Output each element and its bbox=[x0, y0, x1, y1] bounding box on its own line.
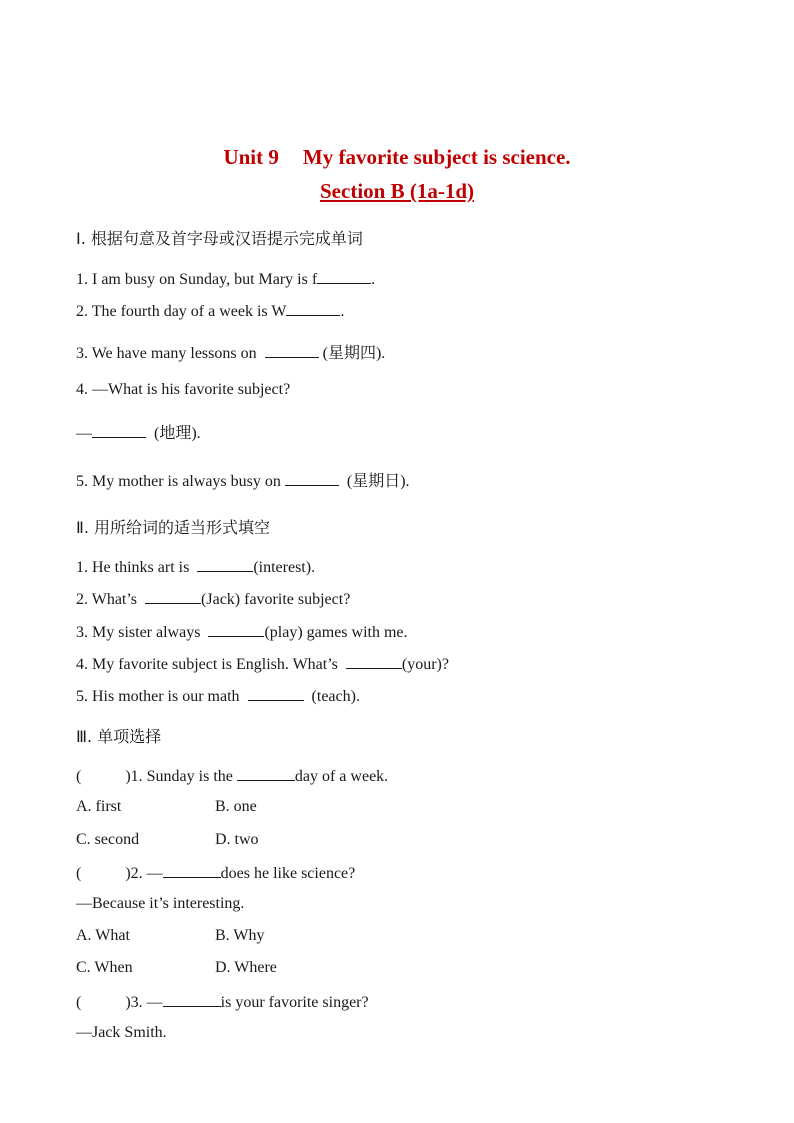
answer-blank[interactable] bbox=[346, 654, 402, 669]
unit-subject: My favorite subject is science. bbox=[302, 145, 571, 169]
part1-question-5: 5. My mother is always busy on (星期日). bbox=[76, 473, 410, 490]
answer-blank[interactable] bbox=[285, 471, 339, 486]
q2-option-a[interactable]: A. What bbox=[76, 927, 130, 944]
unit-number: Unit 9 bbox=[223, 145, 279, 169]
answer-blank[interactable] bbox=[265, 343, 319, 358]
part1-question-4: 4. —What is his favorite subject? bbox=[76, 381, 291, 398]
part2-heading: Ⅱ. 用所给词的适当形式填空 bbox=[76, 518, 271, 537]
part2-question-4: 4. My favorite subject is English. What’s (your)? bbox=[76, 656, 449, 673]
part1-question-2: 2. The fourth day of a week is W . bbox=[76, 303, 345, 320]
q3-answer: —Jack Smith. bbox=[76, 1024, 167, 1041]
part1-question-4-answer: — (地理). bbox=[76, 425, 201, 442]
answer-blank[interactable] bbox=[208, 622, 264, 637]
q2-option-b[interactable]: B. Why bbox=[215, 927, 265, 944]
answer-blank[interactable] bbox=[145, 589, 201, 604]
part3-heading: Ⅲ. 单项选择 bbox=[76, 727, 162, 746]
part3-question-2: ( )2. — does he like science? bbox=[76, 865, 356, 882]
part3-question-3: ( )3. — is your favorite singer? bbox=[76, 994, 369, 1011]
q2-option-c[interactable]: C. When bbox=[76, 959, 133, 976]
part1-question-1: 1. I am busy on Sunday, but Mary is f . bbox=[76, 271, 376, 288]
section-title: Section B (1a-1d) bbox=[320, 179, 474, 203]
q1-option-c[interactable]: C. second bbox=[76, 831, 140, 848]
answer-blank[interactable] bbox=[286, 301, 340, 316]
part2-question-5: 5. His mother is our math (teach). bbox=[76, 688, 360, 705]
part1-question-3: 3. We have many lessons on (星期四). bbox=[76, 345, 386, 362]
q1-option-a[interactable]: A. first bbox=[76, 798, 122, 815]
q2-option-d[interactable]: D. Where bbox=[215, 959, 277, 976]
answer-blank bbox=[237, 766, 295, 781]
answer-blank bbox=[163, 992, 221, 1007]
part2-question-2: 2. What’s (Jack) favorite subject? bbox=[76, 591, 351, 608]
q2-answer: —Because it’s interesting. bbox=[76, 895, 245, 912]
answer-blank[interactable] bbox=[92, 423, 146, 438]
q1-option-d[interactable]: D. two bbox=[215, 831, 259, 848]
q1-option-b[interactable]: B. one bbox=[215, 798, 257, 815]
unit-title bbox=[0, 145, 794, 170]
answer-blank[interactable] bbox=[197, 557, 253, 572]
answer-blank[interactable] bbox=[248, 686, 304, 701]
answer-blank[interactable] bbox=[317, 269, 371, 284]
part3-question-1: ( )1. Sunday is the day of a week. bbox=[76, 768, 389, 785]
part2-question-3: 3. My sister always (play) games with me. bbox=[76, 624, 408, 641]
part2-question-1: 1. He thinks art is (interest). bbox=[76, 559, 316, 576]
answer-blank bbox=[163, 863, 221, 878]
part1-heading: Ⅰ. 根据句意及首字母或汉语提示完成单词 bbox=[76, 229, 363, 248]
